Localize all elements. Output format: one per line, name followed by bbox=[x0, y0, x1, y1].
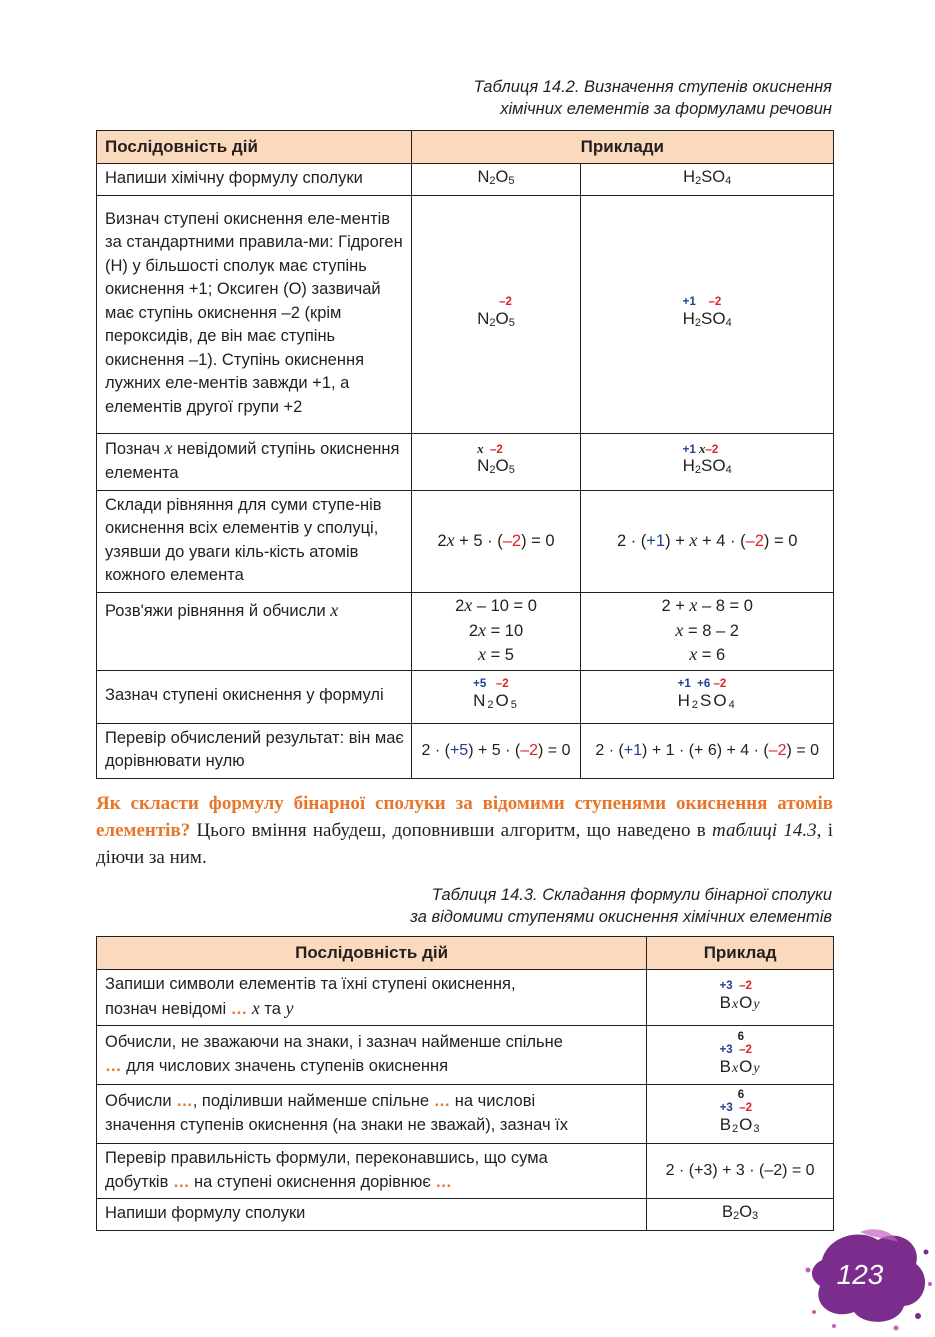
intro-paragraph: Як скласти формулу бінарної сполуки за відомими ступенями окиснення атомів елементів? Цього вміння набудеш, доповнивши алгоритм, що наведено в таблиці 14.3, і діючи за ним. bbox=[96, 793, 833, 868]
formula-h2so4-unknown: +1 x–2 $H_2SO_4$ bbox=[581, 433, 834, 490]
table2-header-steps: Послідовність дій bbox=[97, 937, 647, 970]
page-number: 123 bbox=[836, 1259, 884, 1290]
formula-bxoy-lcm: 6 +3 –2 BxOy bbox=[647, 1026, 834, 1085]
table-row bbox=[97, 490, 834, 592]
table2-caption bbox=[410, 884, 832, 928]
table1-header-steps: Послідовність дій bbox=[97, 131, 412, 164]
step-text: Обчисли, не зважаючи на знаки, і зазнач найменше спільне … для числових значень ступенів окиснення bbox=[97, 1026, 647, 1085]
table1-caption-line2: хімічних елементів за формулами речовин bbox=[500, 100, 832, 118]
table-row bbox=[97, 1199, 834, 1231]
step-text: Напиши хімічну формулу сполуки bbox=[97, 164, 412, 196]
step-text: Розв'яжи рівняння й обчисли x bbox=[97, 592, 412, 670]
step-text: Визнач ступені окиснення еле-ментів за стандартними правила-ми: Гідроген (Н) у більшості сполук має ступінь окиснення +1; Оксиген (О) зазвичай має ступінь окиснення –2 (крім пероксидів, де він має ступінь окиснення –1). Ступінь окиснення лужних еле-ментів завжди +1, а елементів другої групи +2 bbox=[97, 195, 412, 433]
table-14-2 bbox=[96, 130, 834, 779]
table1-header-row bbox=[97, 131, 834, 164]
table-row bbox=[97, 723, 834, 778]
table-14-3 bbox=[96, 936, 834, 1231]
step-text: Зазнач ступені окиснення у формулі bbox=[97, 670, 412, 723]
table-row bbox=[97, 1026, 834, 1085]
formula-h2so4: $H_2SO_4$ bbox=[581, 164, 834, 196]
solution-ex2: 2 + x – 8 = 0 x = 8 – 2 x = 6 bbox=[581, 592, 834, 670]
formula-b2o3-derived: 6 +3 –2 $B_2O_3$ bbox=[647, 1085, 834, 1144]
table1-header-examples: Приклади bbox=[411, 131, 833, 164]
table1-caption-line1: Таблиця 14.2. Визначення ступенів окиснення bbox=[473, 78, 832, 96]
formula-n2o5-unknown: x –2 $N_2O_5$ bbox=[411, 433, 581, 490]
table-row bbox=[97, 195, 834, 433]
table-row bbox=[97, 970, 834, 1026]
table-row bbox=[97, 164, 834, 196]
formula-n2o5-oxidation: –2 $N_2O_5$ bbox=[411, 195, 581, 433]
page-number-badge bbox=[800, 1222, 935, 1332]
table2-header-example: Приклад bbox=[647, 937, 834, 970]
table-row bbox=[97, 433, 834, 490]
step-text: Познач x невідомий ступінь окиснення елемента bbox=[97, 433, 412, 490]
table-row bbox=[97, 1085, 834, 1144]
equation-ex1: 2x + 5 · (–2) = 0 bbox=[411, 490, 581, 592]
table-row bbox=[97, 592, 834, 670]
formula-h2so4-final: +1 +6 –2 $H_2SO_4$ bbox=[581, 670, 834, 723]
check-ex2: 2 · (+1) + 1 · (+ 6) + 4 · (–2) = 0 bbox=[581, 723, 834, 778]
step-text: Запиши символи елементів та їхні ступені окиснення, познач невідомі … x та y bbox=[97, 970, 647, 1026]
check-ex1: 2 · (+5) + 5 · (–2) = 0 bbox=[411, 723, 581, 778]
equation-ex2: 2 · (+1) + x + 4 · (–2) = 0 bbox=[581, 490, 834, 592]
step-text: Обчисли …, поділивши найменше спільне … на числові значення ступенів окиснення (на знаки не зважай), зазнач їх bbox=[97, 1085, 647, 1144]
table1-caption bbox=[474, 76, 832, 120]
page-badge-blob bbox=[800, 1222, 935, 1332]
step-text: Перевір правильність формули, переконавшись, що сума добутків … на ступені окиснення дорівнює … bbox=[97, 1144, 647, 1199]
solution-ex1: 2x – 10 = 0 2x = 10 x = 5 bbox=[411, 592, 581, 670]
formula-bxoy: +3 –2 BxOy bbox=[647, 970, 834, 1026]
check-b2o3: 2 · (+3) + 3 · (–2) = 0 bbox=[647, 1144, 834, 1199]
formula-n2o5: $N_2O_5$ bbox=[411, 164, 581, 196]
step-text: Перевір обчислений результат: він має дорівнювати нулю bbox=[97, 723, 412, 778]
table2-caption-line2: за відомими ступенями окиснення хімічних елементів bbox=[410, 908, 832, 926]
formula-b2o3: $B_2O_3$ bbox=[647, 1199, 834, 1231]
highlight-question: Як скласти формулу бінарної сполуки за відомими ступенями окиснення атомів елементів? bbox=[96, 793, 833, 841]
table2-header-row bbox=[97, 937, 834, 970]
table-row bbox=[97, 1144, 834, 1199]
step-text: Напиши формулу сполуки bbox=[97, 1199, 647, 1231]
table2-caption-line1: Таблиця 14.3. Складання формули бінарної сполуки bbox=[431, 886, 832, 904]
step-text: Склади рівняння для суми ступе-нів окиснення всіх елементів у сполуці, узявши до уваги кіль-кість атомів кожного елемента bbox=[97, 490, 412, 592]
formula-n2o5-final: +5 –2 $N_2O_5$ bbox=[411, 670, 581, 723]
formula-h2so4-oxidation: +1 –2 $H_2SO_4$ bbox=[581, 195, 834, 433]
table-row bbox=[97, 670, 834, 723]
